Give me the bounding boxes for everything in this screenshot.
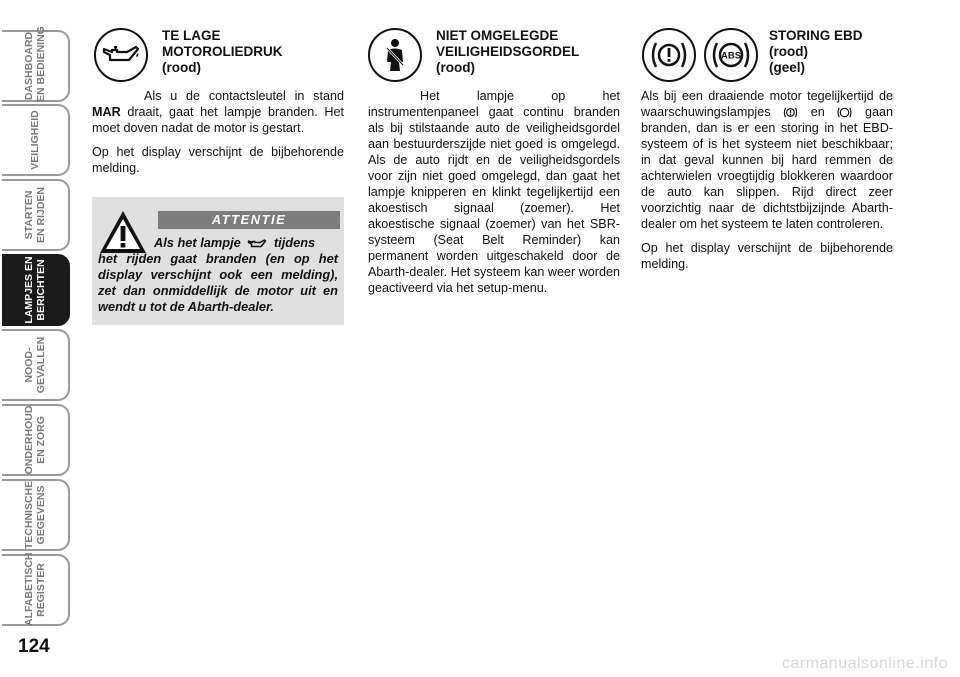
- tab-label: TECHNISCHE: [23, 480, 35, 550]
- tab-label: REGISTER: [35, 563, 47, 617]
- warning-box: [92, 197, 344, 325]
- paragraph: Op het display verschijnt de bijbehorende melding.: [641, 241, 893, 271]
- oil-can-icon: [94, 28, 148, 82]
- abs-icon: [704, 28, 758, 82]
- section-ebd: [641, 26, 893, 280]
- svg-text:ABS: ABS: [720, 50, 742, 62]
- tab-onderhoud[interactable]: [2, 404, 70, 476]
- tab-lampjes[interactable]: [2, 254, 70, 326]
- section-oil-pressure: [92, 26, 344, 184]
- brake-warning-icon: [642, 28, 696, 82]
- section-title: STORING EBD (rood) (geel): [769, 28, 863, 75]
- tab-label: GEGEVENS: [35, 485, 47, 545]
- tab-register[interactable]: [2, 554, 70, 626]
- tab-label: NOOD-: [23, 347, 35, 383]
- warning-text: Als het lampje tijdens het rijden gaat branden (en op het display verschijnt ook een melding), zet dan onmiddellijk de motor uit en wendt u tot de Abarth-dealer.: [98, 235, 338, 314]
- watermark: carmanualsonline.info: [781, 655, 948, 672]
- paragraph: Als bij een draaiende motor tegelijkertijd de waarschuwingslampjes en gaan branden, dan is er een storing in het EBD-systeem of is het systeem niet beschikbaar; in dat geval kunnen bij hard remmen de achterwielen vroegtijdig blokkeren waardoor de auto kan slippen. Rijd direct zeer voorzichtig naar de dichtstbijzijnde Abarth-dealer om het systeem te laten controleren.: [641, 89, 894, 231]
- tab-label: ALFABETISCH: [23, 552, 35, 626]
- section-title: TE LAGE MOTOROLIEDRUK (rood): [162, 28, 283, 75]
- tab-dashboard[interactable]: [2, 26, 70, 102]
- tab-veiligheid[interactable]: [2, 104, 70, 176]
- paragraph: Als u de contactsleutel in stand MAR draait, gaat het lampje branden. Het moet doven nadat de motor is gestart.: [92, 89, 344, 135]
- sidebar-nav: [0, 0, 72, 677]
- section-seatbelt: [368, 26, 620, 304]
- tab-noodgevallen[interactable]: [2, 329, 70, 401]
- tab-starten[interactable]: [2, 179, 70, 251]
- paragraph: Op het display verschijnt de bijbehorende melding.: [92, 145, 344, 175]
- tab-label: BERICHTEN: [35, 259, 47, 321]
- tab-label: GEVALLEN: [35, 336, 47, 394]
- tab-label: EN ZORG: [35, 416, 47, 464]
- abs-icon: [836, 106, 853, 119]
- tab-label: EN BEDIENING: [35, 26, 47, 102]
- page-number: 124: [18, 636, 50, 657]
- tab-label: DASHBOARD: [23, 31, 35, 101]
- tab-label: LAMPJES EN: [23, 256, 35, 324]
- tab-label: ONDERHOUD: [23, 405, 35, 475]
- seatbelt-icon: [368, 28, 422, 82]
- tab-label: VEILIGHEID: [29, 110, 41, 170]
- brake-warning-icon: [782, 106, 799, 119]
- tab-label: EN RIJDEN: [35, 187, 47, 244]
- tab-label: STARTEN: [23, 190, 35, 240]
- section-title: NIET OMGELEGDE VEILIGHEIDSGORDEL (rood): [436, 28, 580, 75]
- oil-can-icon: [244, 238, 270, 250]
- tab-technische[interactable]: [2, 479, 70, 551]
- warning-banner: ATTENTIE: [158, 211, 340, 229]
- paragraph: Het lampje op het instrumentenpaneel gaat continu branden als bij stilstaande auto de veiligheidsgordel aan bestuurderszijde niet goed is omgelegd. Als de auto rijdt en de veiligheidsgordels voor zijn niet goed omgelegd, dan gaat het lampje knipperen en klinkt tegelijkertijd een akoestisch signaal (zoemer). Het akoestische signaal (zoemer) van het SBR-systeem (Seat Belt Reminder) kan permanent worden uitgeschakeld door de Abarth-dealer. Het systeem kan weer worden geactiveerd via het setup-menu.: [368, 89, 620, 295]
